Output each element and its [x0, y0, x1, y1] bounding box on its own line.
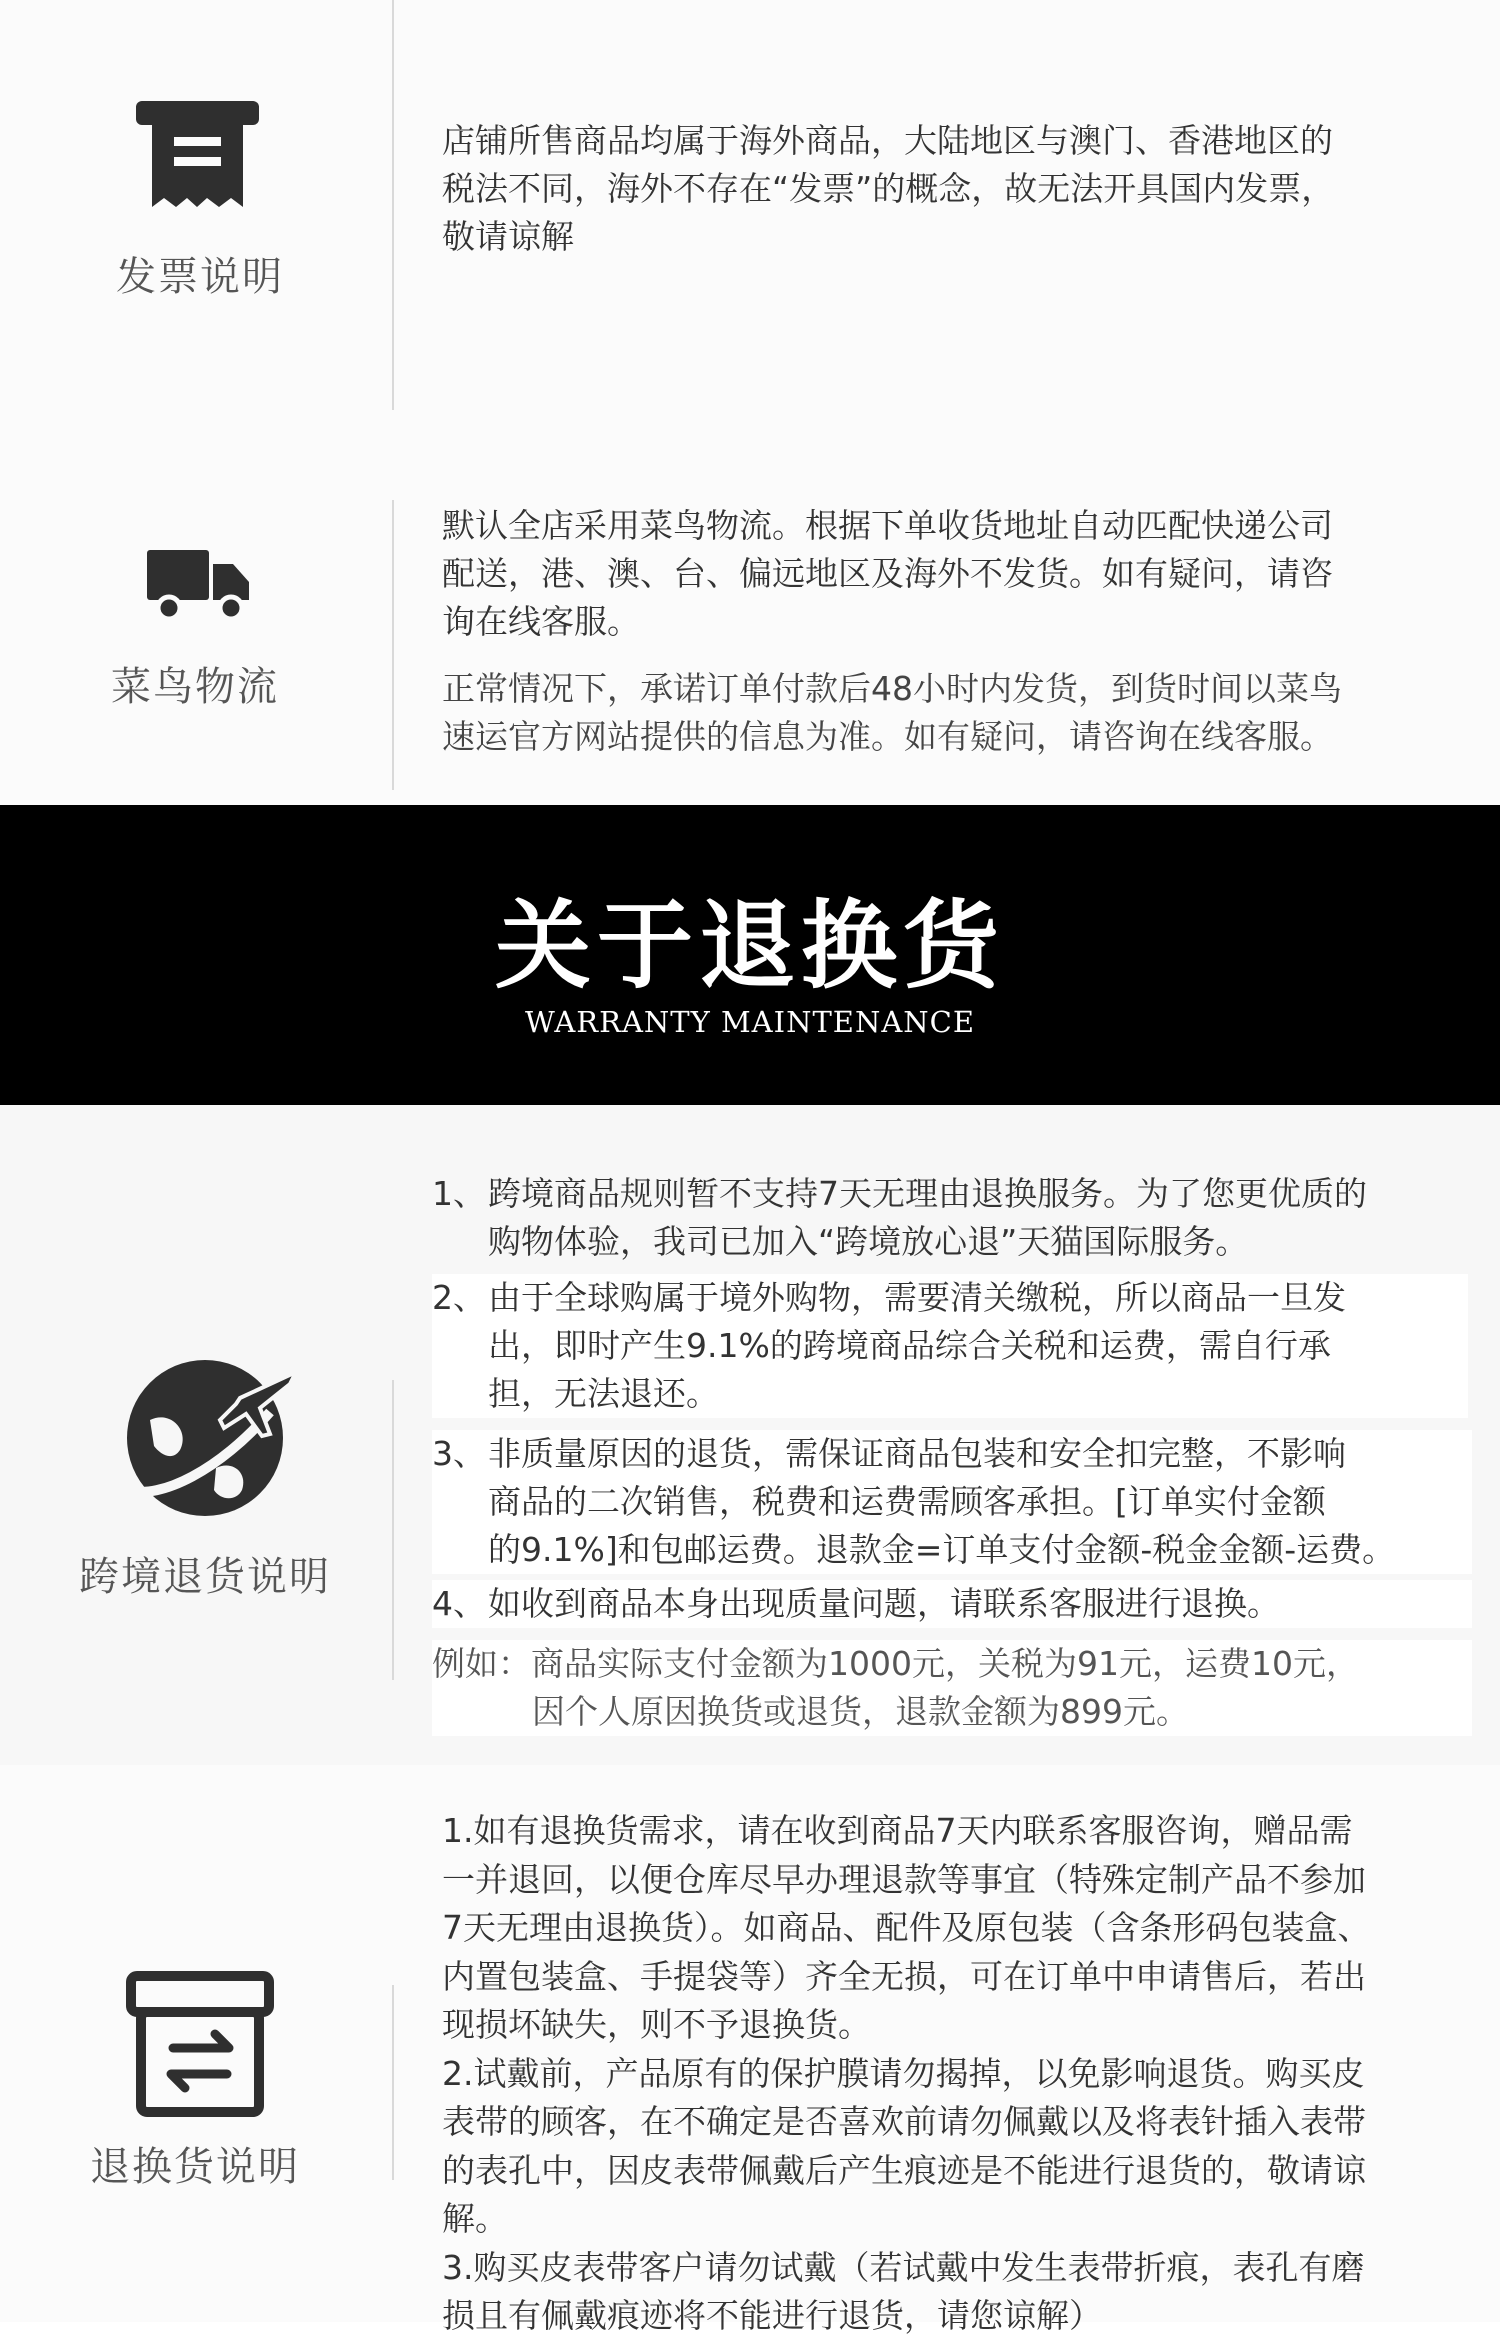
invoice-section [0, 0, 1500, 430]
list-item [432, 1274, 1468, 1418]
text-line: 购物体验，我司已加入“跨境放心退”天猫国际服务。 [488, 1222, 1249, 1261]
text-line: 敬请谅解 [442, 217, 574, 256]
text-line: 担，无法退还。 [488, 1374, 719, 1413]
text-line: 速运官方网站提供的信息为准。如有疑问，请咨询在线客服。 [442, 717, 1333, 756]
text-line: 默认全店采用菜鸟物流。根据下单收货地址自动匹配快递公司 [442, 506, 1333, 545]
example-line: 因个人原因换货或退货，退款金额为899元。 [532, 1692, 1189, 1731]
logistics-text-2 [442, 665, 1462, 761]
text-line: 3.购买皮表带客户请勿试戴（若试戴中发生表带折痕，表孔有磨 [442, 2247, 1365, 2287]
text-line: 跨境商品规则暂不支持7天无理由退换服务。为了您更优质的 [488, 1174, 1367, 1213]
text-line: 由于全球购属于境外购物，需要清关缴税，所以商品一旦发 [488, 1278, 1346, 1317]
logistics-label: 菜鸟物流 [111, 664, 279, 710]
return-section [0, 1765, 1500, 2335]
list-number: 2、 [432, 1278, 486, 1317]
list-item [432, 1430, 1472, 1574]
list-item [432, 1170, 1472, 1266]
exchange-box-icon [125, 1970, 275, 2120]
text-line: 非质量原因的退货，需保证商品包装和安全扣完整，不影响 [488, 1434, 1346, 1473]
text-line: 表带的顾客，在不确定是否喜欢前请勿佩戴以及将表针插入表带 [442, 2102, 1366, 2141]
example-line: 例如：商品实际支付金额为1000元，关税为91元，运费10元， [432, 1644, 1359, 1683]
text-line: 一并退回，以便仓库尽早办理退款等事宜（特殊定制产品不参加 [442, 1859, 1366, 1899]
text-line: 1.如有退换货需求，请在收到商品7天内联系客服咨询，赠品需 [442, 1811, 1353, 1850]
return-label: 退换货说明 [90, 2144, 300, 2190]
cross-border-label: 跨境退货说明 [79, 1554, 331, 1600]
list-number: 4、 [432, 1584, 486, 1623]
logistics-section [0, 430, 1500, 805]
text-line: 的9.1%]和包邮运费。退款金=订单支付金额-税金金额-运费。 [488, 1530, 1396, 1569]
invoice-label: 发票说明 [116, 254, 284, 300]
example-note [432, 1640, 1472, 1736]
list-item [432, 1580, 1472, 1628]
text-line: 如收到商品本身出现质量问题，请联系客服进行退换。 [488, 1584, 1280, 1623]
globe-plane-icon [120, 1350, 300, 1520]
logistics-text-1 [442, 502, 1462, 646]
text-line: 内置包装盒、手提袋等）齐全无损，可在订单中申请售后，若出 [442, 1956, 1366, 1996]
text-line: 询在线客服。 [442, 602, 640, 641]
text-line: 的表孔中，因皮表带佩戴后产生痕迹是不能进行退货的，敬请谅 [442, 2150, 1366, 2190]
divider [392, 0, 394, 410]
text-line: 7天无理由退换货）。如商品、配件及原包装（含条形码包装盒、 [442, 1908, 1371, 1947]
return-text [442, 1807, 1482, 2341]
text-line: 商品的二次销售，税费和运费需顾客承担。[订单实付金额 [488, 1482, 1326, 1521]
banner-title: 关于退换货 [495, 889, 1005, 1002]
text-line: 出，即时产生9.1%的跨境商品综合关税和运费，需自行承 [488, 1326, 1331, 1365]
text-line: 现损坏缺失，则不予退换货。 [442, 2005, 871, 2044]
list-number: 1、 [432, 1174, 486, 1213]
text-line: 损且有佩戴痕迹将不能进行退货，请您谅解） [442, 2296, 1102, 2335]
text-line: 店铺所售商品均属于海外商品，大陆地区与澳门、香港地区的 [442, 121, 1333, 160]
truck-icon [145, 542, 255, 622]
text-line: 解。 [442, 2199, 508, 2238]
divider [392, 1380, 394, 1680]
list-number: 3、 [432, 1434, 486, 1473]
divider [392, 500, 394, 790]
divider [392, 1985, 394, 2180]
banner-subtitle: WARRANTY MAINTENANCE [524, 1005, 976, 1039]
text-line: 税法不同，海外不存在“发票”的概念，故无法开具国内发票， [442, 169, 1335, 208]
cross-border-section [0, 1105, 1500, 1765]
text-line: 2.试戴前，产品原有的保护膜请勿揭掉，以免影响退货。购买皮 [442, 2053, 1365, 2093]
text-line: 配送，港、澳、台、偏远地区及海外不发货。如有疑问，请咨 [442, 554, 1333, 593]
cross-border-list [432, 1170, 1472, 1736]
receipt-icon [130, 95, 265, 215]
text-line: 正常情况下，承诺订单付款后48小时内发货，到货时间以菜鸟 [442, 669, 1342, 708]
invoice-text [442, 117, 1462, 261]
section-banner [0, 805, 1500, 1105]
